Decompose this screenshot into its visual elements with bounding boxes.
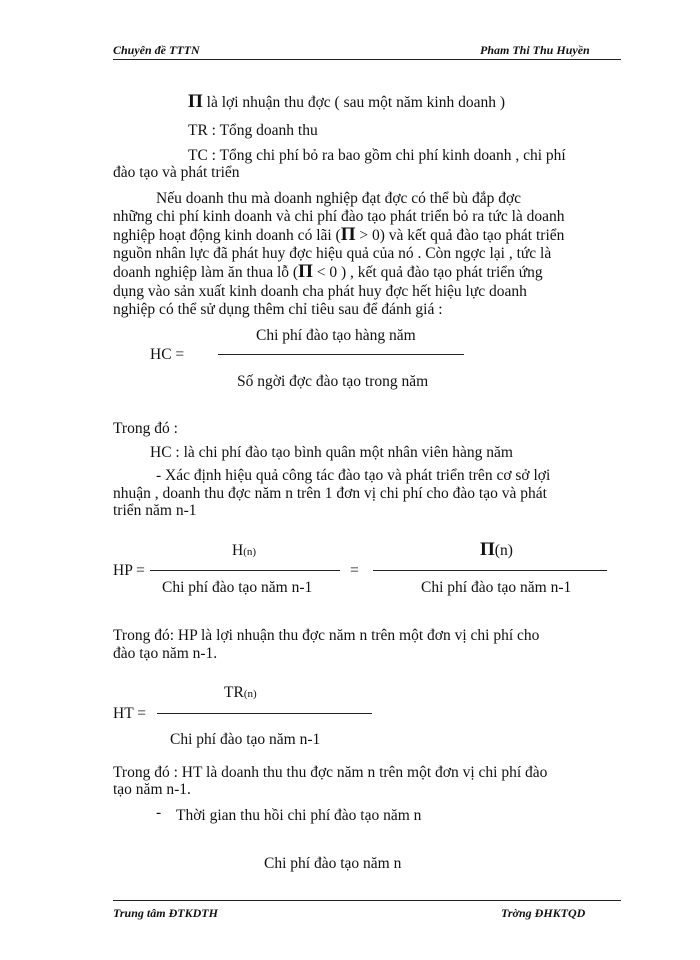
- header-left: Chuyên đề TTTN: [113, 43, 200, 57]
- footer-right: Trờng ĐHKTQD: [501, 906, 586, 920]
- hp-numerator-2-text: (n): [494, 542, 513, 559]
- tc-definition-line2: đào tạo và phát triển: [113, 164, 240, 181]
- hp-numerator-1-base: H: [232, 542, 244, 559]
- para1-line5-a: doanh nghiệp làm ăn thua lỗ (: [113, 264, 299, 281]
- hp-fraction-line-1: [150, 570, 340, 571]
- hp-numerator-1-sub: (n): [243, 546, 257, 558]
- pi-definition-text: là lợi nhuận thu đợc ( sau một năm kinh doanh ): [202, 94, 506, 111]
- hp-definition-line2: đào tạo năm n-1.: [113, 645, 218, 662]
- hp-numerator-2: [480, 540, 513, 560]
- ht-fraction-line: [157, 713, 372, 714]
- ht-definition-line2: tạo năm n-1.: [113, 781, 191, 798]
- para1-line3-a: nghiệp hoạt động kinh doanh có lãi (: [113, 227, 341, 244]
- ht-lhs: HT =: [113, 705, 146, 722]
- header-rule: [113, 59, 621, 60]
- hp-definition-line1: Trong đó: HP là lợi nhuận thu đợc năm n trên một đơn vị chi phí cho: [113, 627, 540, 644]
- hp-denominator-1: Chi phí đào tạo năm n-1: [162, 579, 313, 596]
- hc-lhs: HC =: [150, 346, 185, 363]
- footer-rule: [113, 900, 621, 901]
- pi-definition: [188, 92, 505, 112]
- para1-line6: dụng vào sản xuất kinh doanh cha phát huy đợc hết hiệu lực doanh: [113, 283, 527, 300]
- ht-definition-line1: Trong đó : HT là doanh thu thu đợc năm n trên một đơn vị chi phí đào: [113, 764, 548, 781]
- xac-dinh-line3: triển năm n-1: [113, 502, 197, 519]
- pi-symbol: Π: [298, 261, 313, 282]
- para1-line5-b: < 0 ) , kết quả đào tạo phát triển ứng: [312, 264, 543, 281]
- hc-numerator: Chi phí đào tạo hàng năm: [256, 327, 416, 344]
- para1-line3: [113, 225, 564, 245]
- para1-line3-b: > 0) và kết quả đào tạo phát triển: [355, 227, 565, 244]
- pi-symbol: Π: [340, 224, 356, 245]
- hp-fraction-line-2: [373, 570, 607, 571]
- header-right: Pham Thi Thu Huyền: [480, 43, 590, 57]
- pi-symbol: Π: [188, 91, 203, 112]
- footer-left: Trung tâm ĐTKDTH: [113, 906, 218, 920]
- hp-lhs: HP =: [113, 562, 145, 579]
- ht-numerator-base: TR: [224, 684, 244, 701]
- para1-line1: Nếu doanh thu mà doanh nghiệp đạt đợc có thể bù đắp đợc: [156, 190, 522, 207]
- xac-dinh-line1: - Xác định hiệu quả công tác đào tạo và phát triển trên cơ sở lợi: [156, 467, 551, 484]
- para1-line5: [113, 262, 543, 282]
- hc-denominator: Số ngời đợc đào tạo trong năm: [237, 373, 429, 390]
- pi-symbol: Π: [480, 539, 495, 560]
- ht-numerator: [224, 683, 257, 704]
- hp-equals: =: [350, 562, 359, 579]
- ht-numerator-sub: (n): [243, 688, 257, 700]
- hc-fraction-line: [218, 354, 464, 355]
- tc-definition-line1: TC : Tổng chi phí bỏ ra bao gồm chi phí kinh doanh , chi phí: [188, 147, 566, 164]
- tr-definition: TR : Tổng doanh thu: [188, 122, 318, 139]
- bullet-mark: -: [156, 804, 162, 821]
- para1-line7: nghiệp có thể sử dụng thêm chỉ tiêu sau để đánh giá :: [113, 301, 443, 318]
- para1-line2: những chi phí kinh doanh và chi phí đào tạo phát triển bỏ ra tức là doanh: [113, 208, 565, 225]
- ht-denominator: Chi phí đào tạo năm n-1: [170, 731, 321, 748]
- hc-definition: HC : là chi phí đào tạo bình quân một nhân viên hàng năm: [150, 444, 513, 461]
- trong-do-label: Trong đó :: [113, 420, 178, 437]
- hp-denominator-2: Chi phí đào tạo năm n-1: [421, 579, 572, 596]
- bullet-text: Thời gian thu hồi chi phí đào tạo năm n: [176, 807, 422, 824]
- last-numerator: Chi phí đào tạo năm n: [264, 855, 402, 872]
- hp-numerator-1: [232, 541, 256, 562]
- para1-line4: nguồn nhân lực đã phát huy đợc hiệu quả của nó . Còn ngợc lại , tức là: [113, 245, 552, 262]
- xac-dinh-line2: nhuận , doanh thu đợc năm n trên 1 đơn vị chi phí cho đào tạo và phát: [113, 485, 547, 502]
